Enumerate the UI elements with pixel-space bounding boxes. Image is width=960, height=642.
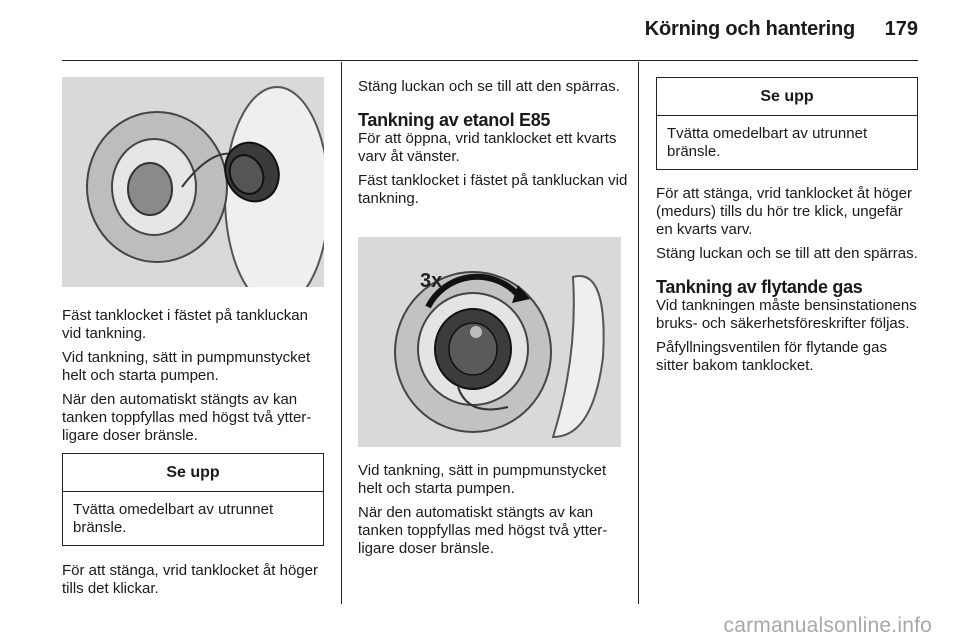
page-title: Körning och hantering: [644, 18, 855, 40]
section-heading-lpg: Tankning av flytande gas: [656, 277, 863, 297]
paragraph: För att stänga, vrid tanklocket åt höger (medurs) tills du hör tre klick, ungefär en kvarts varv.: [656, 185, 912, 238]
fuel-cap-illustration: [62, 77, 324, 287]
caution-title: Se upp: [63, 454, 323, 492]
column-3: [656, 77, 922, 381]
paragraph: För att stänga, vrid tanklocket åt höger tills det klickar.: [62, 562, 318, 597]
section-heading-e85: Tankning av etanol E85: [358, 110, 551, 130]
column-divider-1: [341, 62, 342, 604]
paragraph: När den automatiskt stängts av kan tanken toppfyllas med högst två ytterligare doser bränsle.: [358, 504, 608, 557]
caution-title: Se upp: [657, 78, 917, 116]
rotation-count-label: 3x: [420, 270, 443, 292]
caution-box: [656, 77, 918, 170]
paragraph: Stäng luckan och se till att den spärras.: [358, 78, 620, 95]
caution-text: Tvätta omedelbart av utrunnet bränsle.: [667, 125, 868, 160]
header-divider: [62, 60, 918, 61]
page-number: 179: [884, 18, 918, 40]
watermark: carmanualsonline.info: [723, 614, 932, 637]
paragraph: Vid tankning, sätt in pumpmunstycket helt och starta pumpen.: [358, 462, 607, 497]
paragraph: För att öppna, vrid tanklocket ett kvarts varv åt vänster.: [358, 130, 617, 165]
fuel-cap-rotate-illustration: [358, 237, 621, 447]
caution-text: Tvätta omedelbart av utrunnet bränsle.: [73, 501, 274, 536]
paragraph: Vid tankning, sätt in pumpmunstycket helt och starta pumpen.: [62, 349, 311, 384]
paragraph: Påfyllningsventilen för flytande gas sitter bakom tanklocket.: [656, 339, 887, 374]
paragraph: Fäst tanklocket i fästet på tankluckan vid tankning.: [62, 307, 308, 342]
column-1: [62, 307, 330, 604]
caution-box: [62, 453, 324, 546]
paragraph: Fäst tanklocket i fästet på tankluckan vid tankning.: [358, 172, 628, 207]
column-divider-2: [638, 62, 639, 604]
column-2-lower: [358, 462, 628, 564]
column-2: [358, 78, 628, 214]
paragraph: Stäng luckan och se till att den spärras.: [656, 245, 918, 262]
paragraph: När den automatiskt stängts av kan tanken toppfyllas med högst två ytterligare doser bränsle.: [62, 391, 312, 444]
paragraph: Vid tankningen måste bensinstationens bruks- och säkerhetsföreskrifter följas.: [656, 297, 917, 332]
